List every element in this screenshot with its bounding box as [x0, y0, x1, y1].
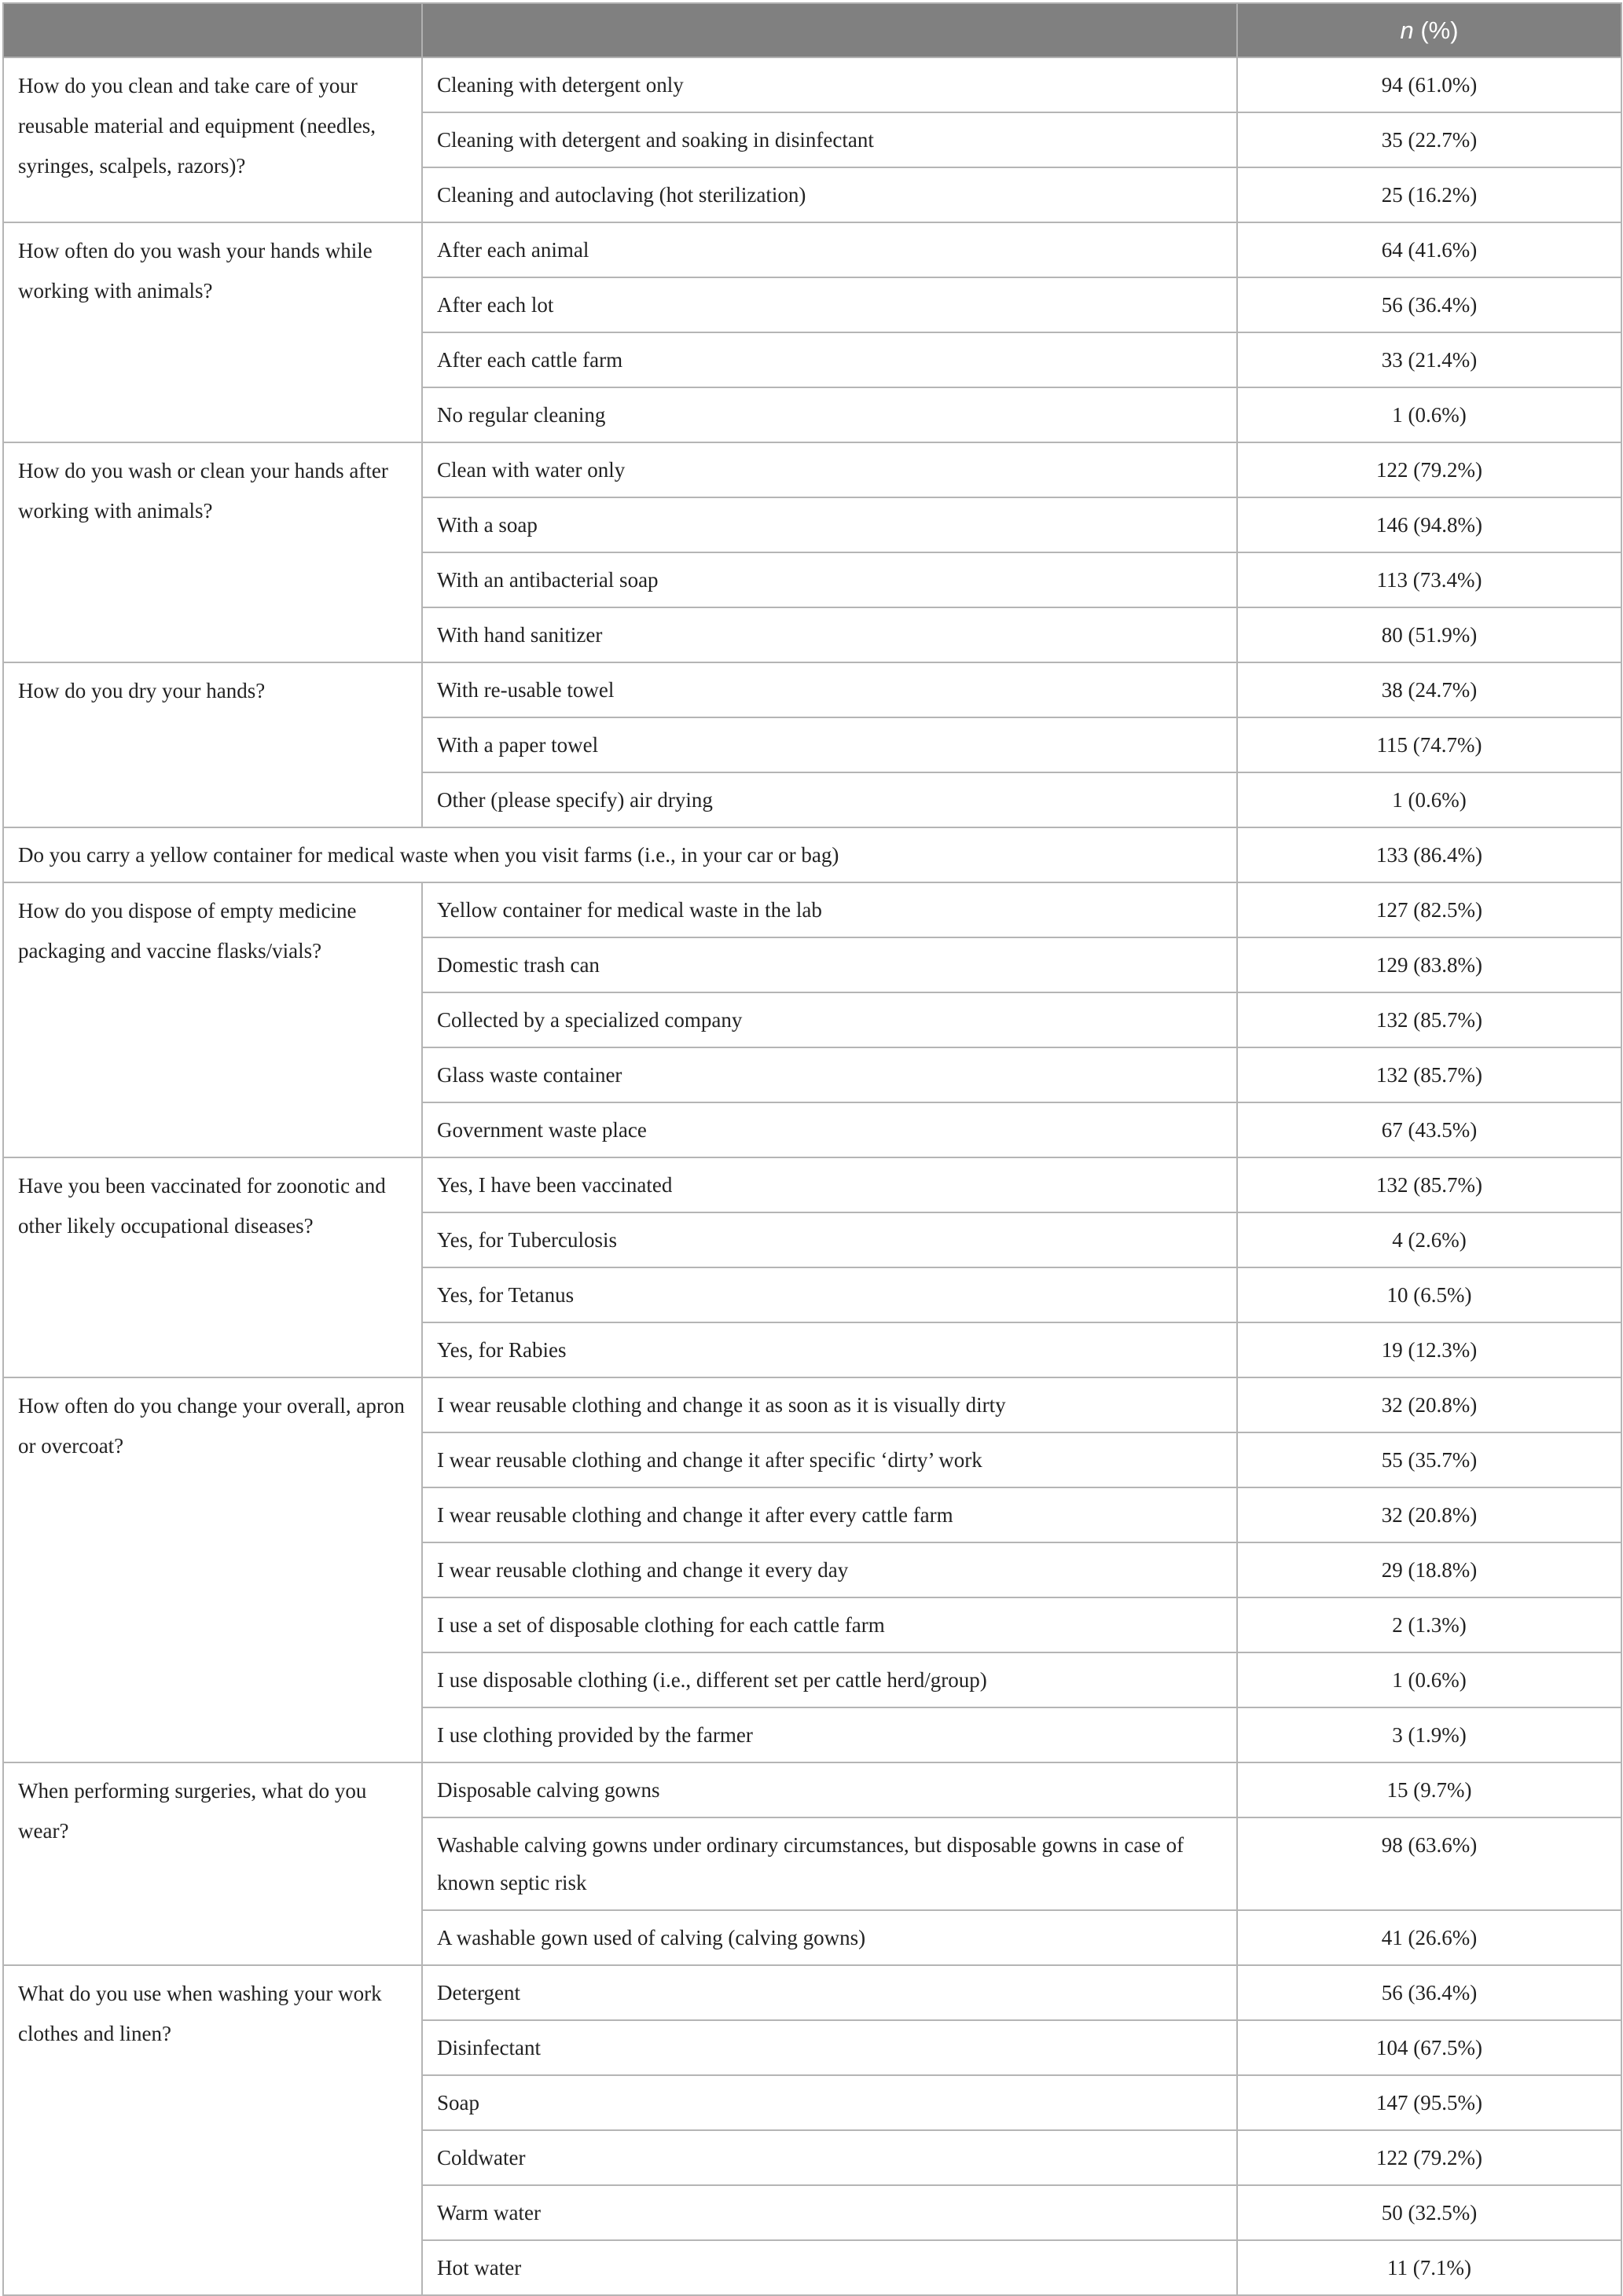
answer-cell: Hot water	[422, 2240, 1237, 2295]
question-cell: How often do you change your overall, apron or overcoat?	[3, 1377, 422, 1762]
table-body	[3, 57, 1621, 2295]
answer-cell: Collected by a specialized company	[422, 992, 1237, 1047]
answer-cell: With a paper towel	[422, 717, 1237, 772]
question-cell: Do you carry a yellow container for medical waste when you visit farms (i.e., in your car or bag)	[3, 827, 1237, 882]
value-cell: 41 (26.6%)	[1237, 1910, 1621, 1965]
table-row	[3, 827, 1621, 882]
value-cell: 56 (36.4%)	[1237, 277, 1621, 332]
answer-cell: Yellow container for medical waste in the lab	[422, 882, 1237, 937]
value-cell: 25 (16.2%)	[1237, 167, 1621, 222]
value-cell: 1 (0.6%)	[1237, 387, 1621, 442]
answer-cell: Clean with water only	[422, 442, 1237, 497]
table-row	[3, 1157, 1621, 1212]
question-cell: How do you wash or clean your hands after working with animals?	[3, 442, 422, 662]
question-cell: How do you dry your hands?	[3, 662, 422, 827]
answer-cell: I wear reusable clothing and change it after specific ‘dirty’ work	[422, 1432, 1237, 1487]
table-row	[3, 1762, 1621, 1817]
value-cell: 35 (22.7%)	[1237, 112, 1621, 167]
answer-cell: I use a set of disposable clothing for each cattle farm	[422, 1597, 1237, 1652]
answer-cell: Yes, for Tetanus	[422, 1267, 1237, 1322]
value-cell: 15 (9.7%)	[1237, 1762, 1621, 1817]
answer-cell: Yes, for Rabies	[422, 1322, 1237, 1377]
value-cell: 38 (24.7%)	[1237, 662, 1621, 717]
answer-cell: Washable calving gowns under ordinary circumstances, but disposable gowns in case of known septic risk	[422, 1817, 1237, 1910]
table-row	[3, 222, 1621, 277]
value-cell: 55 (35.7%)	[1237, 1432, 1621, 1487]
value-cell: 129 (83.8%)	[1237, 937, 1621, 992]
value-cell: 98 (63.6%)	[1237, 1817, 1621, 1910]
value-cell: 32 (20.8%)	[1237, 1377, 1621, 1432]
answer-cell: I wear reusable clothing and change it as soon as it is visually dirty	[422, 1377, 1237, 1432]
answer-cell: Disinfectant	[422, 2020, 1237, 2075]
question-cell: How do you clean and take care of your reusable material and equipment (needles, syringes, scalpels, razors)?	[3, 57, 422, 222]
answer-cell: With an antibacterial soap	[422, 552, 1237, 607]
question-cell: How do you dispose of empty medicine packaging and vaccine flasks/vials?	[3, 882, 422, 1157]
value-cell: 56 (36.4%)	[1237, 1965, 1621, 2020]
value-cell: 146 (94.8%)	[1237, 497, 1621, 552]
value-cell: 1 (0.6%)	[1237, 772, 1621, 827]
value-cell: 104 (67.5%)	[1237, 2020, 1621, 2075]
question-cell: When performing surgeries, what do you wear?	[3, 1762, 422, 1965]
value-cell: 67 (43.5%)	[1237, 1102, 1621, 1157]
value-cell: 122 (79.2%)	[1237, 2130, 1621, 2185]
answer-cell: I use disposable clothing (i.e., different set per cattle herd/group)	[422, 1652, 1237, 1707]
question-cell: Have you been vaccinated for zoonotic and other likely occupational diseases?	[3, 1157, 422, 1377]
value-cell: 94 (61.0%)	[1237, 57, 1621, 112]
answer-cell: Detergent	[422, 1965, 1237, 2020]
answer-cell: Disposable calving gowns	[422, 1762, 1237, 1817]
answer-cell: With a soap	[422, 497, 1237, 552]
table-row	[3, 882, 1621, 937]
value-cell: 19 (12.3%)	[1237, 1322, 1621, 1377]
answer-cell: I use clothing provided by the farmer	[422, 1707, 1237, 1762]
answer-cell: Government waste place	[422, 1102, 1237, 1157]
value-cell: 122 (79.2%)	[1237, 442, 1621, 497]
value-cell: 4 (2.6%)	[1237, 1212, 1621, 1267]
answer-cell: After each lot	[422, 277, 1237, 332]
question-cell: How often do you wash your hands while working with animals?	[3, 222, 422, 442]
question-cell: What do you use when washing your work clothes and linen?	[3, 1965, 422, 2295]
header-percent: (%)	[1413, 16, 1459, 44]
table-row	[3, 1377, 1621, 1432]
value-cell: 133 (86.4%)	[1237, 827, 1621, 882]
value-cell: 10 (6.5%)	[1237, 1267, 1621, 1322]
answer-cell: Domestic trash can	[422, 937, 1237, 992]
header-n: n	[1400, 16, 1414, 44]
answer-cell: No regular cleaning	[422, 387, 1237, 442]
value-cell: 29 (18.8%)	[1237, 1542, 1621, 1597]
answer-cell: Coldwater	[422, 2130, 1237, 2185]
value-cell: 115 (74.7%)	[1237, 717, 1621, 772]
answer-cell: After each cattle farm	[422, 332, 1237, 387]
answer-cell: With hand sanitizer	[422, 607, 1237, 662]
value-cell: 33 (21.4%)	[1237, 332, 1621, 387]
answer-cell: Warm water	[422, 2185, 1237, 2240]
answer-cell: Yes, I have been vaccinated	[422, 1157, 1237, 1212]
value-cell: 2 (1.3%)	[1237, 1597, 1621, 1652]
value-cell: 3 (1.9%)	[1237, 1707, 1621, 1762]
answer-cell: I wear reusable clothing and change it every day	[422, 1542, 1237, 1597]
answer-cell: Glass waste container	[422, 1047, 1237, 1102]
value-cell: 11 (7.1%)	[1237, 2240, 1621, 2295]
table-row	[3, 1965, 1621, 2020]
value-cell: 32 (20.8%)	[1237, 1487, 1621, 1542]
answer-cell: Cleaning and autoclaving (hot sterilization)	[422, 167, 1237, 222]
value-cell: 147 (95.5%)	[1237, 2075, 1621, 2130]
value-cell: 132 (85.7%)	[1237, 1157, 1621, 1212]
answer-cell: A washable gown used of calving (calving gowns)	[422, 1910, 1237, 1965]
value-cell: 132 (85.7%)	[1237, 1047, 1621, 1102]
header-n-percent	[1237, 3, 1621, 57]
answer-cell: I wear reusable clothing and change it after every cattle farm	[422, 1487, 1237, 1542]
value-cell: 113 (73.4%)	[1237, 552, 1621, 607]
header-answer	[422, 3, 1237, 57]
value-cell: 50 (32.5%)	[1237, 2185, 1621, 2240]
answer-cell: Cleaning with detergent only	[422, 57, 1237, 112]
answer-cell: Yes, for Tuberculosis	[422, 1212, 1237, 1267]
header-question	[3, 3, 422, 57]
answer-cell: After each animal	[422, 222, 1237, 277]
value-cell: 64 (41.6%)	[1237, 222, 1621, 277]
answer-cell: With re-usable towel	[422, 662, 1237, 717]
table-row	[3, 57, 1621, 112]
value-cell: 1 (0.6%)	[1237, 1652, 1621, 1707]
table-row	[3, 442, 1621, 497]
value-cell: 127 (82.5%)	[1237, 882, 1621, 937]
table-row	[3, 662, 1621, 717]
answer-cell: Cleaning with detergent and soaking in disinfectant	[422, 112, 1237, 167]
header-row	[3, 3, 1621, 57]
value-cell: 132 (85.7%)	[1237, 992, 1621, 1047]
value-cell: 80 (51.9%)	[1237, 607, 1621, 662]
answer-cell: Soap	[422, 2075, 1237, 2130]
survey-results-table	[2, 2, 1622, 2296]
answer-cell: Other (please specify) air drying	[422, 772, 1237, 827]
